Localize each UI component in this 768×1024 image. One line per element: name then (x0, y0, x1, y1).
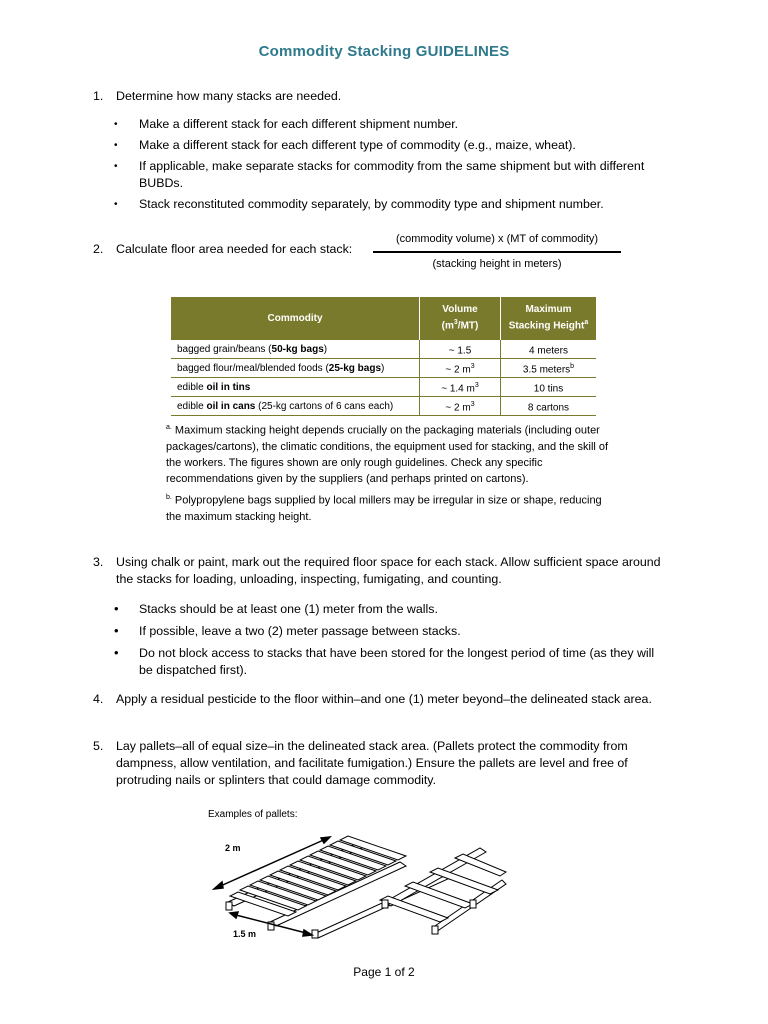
cell-height: 10 tins (501, 378, 597, 397)
step-number: 1. (93, 89, 104, 103)
bullet-dot-icon: • (114, 161, 118, 172)
formula-denominator: (stacking height in meters) (432, 258, 562, 270)
cell-commodity: edible oil in cans (25-kg cartons of 6 cans each) (171, 397, 420, 416)
table-header-row (171, 297, 596, 340)
step-number: 2. (93, 242, 104, 256)
step-number: 3. (93, 555, 104, 569)
page-title: Commodity Stacking GUIDELINES (258, 43, 510, 60)
cell-height: 8 cartons (501, 397, 597, 416)
bullet-dot-icon: • (114, 601, 119, 616)
bullet-dot-icon: • (114, 645, 119, 660)
pallets-caption: Examples of pallets: (208, 809, 298, 820)
footnote-b: $^{b.}$ Polypropylene bags supplied by local millers may be irregular in size or shape, reducing the maximum stacking height. (166, 494, 602, 523)
cell-volume: ~ 2 $m^3$ (420, 397, 501, 416)
step-text: Apply a residual pesticide to the floor within–and one (1) meter beyond–the delineated stack area. (116, 692, 652, 706)
step-text: Lay pallets–all of equal size–in the delineated stack area. (Pallets protect the commodity from dampness, allow ventilation, and facilitate fumigation.) Ensure the pallets are level and free of protruding nails or splinters that could damage commodity. (116, 739, 628, 787)
step-text: Calculate floor area needed for each stack: (116, 242, 353, 256)
formula-numerator: (commodity volume) x (MT of commodity) (395, 233, 599, 245)
cell-volume: ~ 1.4 $m^3$ (420, 378, 501, 397)
cell-height: 4 meters (501, 340, 597, 359)
header-volume: Volume $(m^3/MT)$ (420, 297, 501, 340)
bullet-dot-icon: • (114, 140, 118, 151)
document-page: Commodity Stacking GUIDELINES 1. Determine how many stacks are needed. • Make a different stack for each different shipment number. • Make a different stack for each different type of commodity (e.g., maize, wheat). • If applicable, make separate stacks for commodity from the same shipment but with different BUBDs. • Stack reconstituted commodity separately, by commodity type and shipment number. 2. Calculate floor area needed for each stack: (commodity volume) x (MT of commodity) (stacking height in meters) Commodity Volume $(m^3/MT)$ Maximum Stacking Height$^a$ bagged grain/beans (50-kg bags) ~ 1.5 4 meters bagged flour/meal/blended foods (25-kg bags) ~ 2 $m^3$ 3.5 meters$^b$ edible oil in tins ~ 1.4 $m^3$ 10 tins edible oil in cans (25-kg cartons of 6 cans each) ~ 2 $m^3$ 8 cartons $^{a.}$ Maximum stacking height depends crucially on the packaging materials (including outer packages/cartons), the climatic conditions, the equipment used for stacking, and the skill of the workers. The figures shown are only rough guidelines. Check any specific recommendations given by the suppliers (and perhaps printed on cartons). $^{b.}$ Polypropylene bags supplied by local millers may be irregular in size or shape, reducing the maximum stacking height. 3. Using chalk or paint, mark out the required floor space for each stack. Allow sufficient space around the stacks for loading, unloading, inspecting, fumigating, and counting. • Stacks should be at least one (1) meter from the walls. • If possible, leave a two (2) meter passage between stacks. • Do not block access to stacks that have been stored for the longest period of time (as they will be dispatched first). 4. Apply a residual pesticide to the floor within–and one (1) meter beyond–the delineated stack area. 5. Lay pallets–all of equal size–in the delineated stack area. (Pallets protect the commodity from dampness, allow ventilation, and facilitate fumigation.) Ensure the pallets are level and free of protruding nails or splinters that could damage commodity. Examples of pallets: 2 m 1.5 m Page 1 of 2 (0, 0, 768, 1024)
pallet-width-label: 1.5 m (233, 929, 257, 939)
bullet-dot-icon: • (114, 119, 118, 130)
table-row (171, 359, 596, 378)
page-footer: Page 1 of 2 (353, 965, 415, 979)
pallet-length-label: 2 m (225, 843, 241, 853)
step-text: Determine how many stacks are needed. (116, 89, 342, 103)
step-number: 4. (93, 692, 104, 706)
footnote-a: $^{a.}$ Maximum stacking height depends crucially on the packaging materials (including outer packages/cartons), the climatic conditions, the equipment used for stacking, and the skill of the workers. The figures shown are only rough guidelines. Check any specific recommendations given by the suppliers (and perhaps printed on cartons). (166, 424, 609, 485)
header-max-stacking-height: Maximum Stacking Height$^a$ (501, 297, 597, 340)
cell-height: 3.5 meters$^b$ (501, 359, 597, 378)
header-commodity: Commodity (171, 297, 420, 340)
pallet-2-drawing (380, 848, 506, 934)
bullet-dot-icon: • (114, 199, 118, 210)
step-text: Using chalk or paint, mark out the required floor space for each stack. Allow sufficient space around the stacks for loading, unloading, inspecting, fumigating, and counting. (116, 555, 661, 586)
stacking-table (171, 297, 596, 416)
cell-volume: ~ 1.5 (420, 340, 501, 359)
table-row (171, 378, 596, 397)
cell-commodity: bagged flour/meal/blended foods (25-kg bags) (171, 359, 420, 378)
pallets-illustration (210, 830, 510, 940)
step-number: 5. (93, 739, 104, 753)
table-row (171, 397, 596, 416)
cell-volume: ~ 2 $m^3$ (420, 359, 501, 378)
table-row (171, 340, 596, 359)
cell-commodity: edible oil in tins (171, 378, 420, 397)
cell-commodity: bagged grain/beans (50-kg bags) (171, 340, 420, 359)
formula-divider (373, 251, 621, 253)
bullet-dot-icon: • (114, 623, 119, 638)
